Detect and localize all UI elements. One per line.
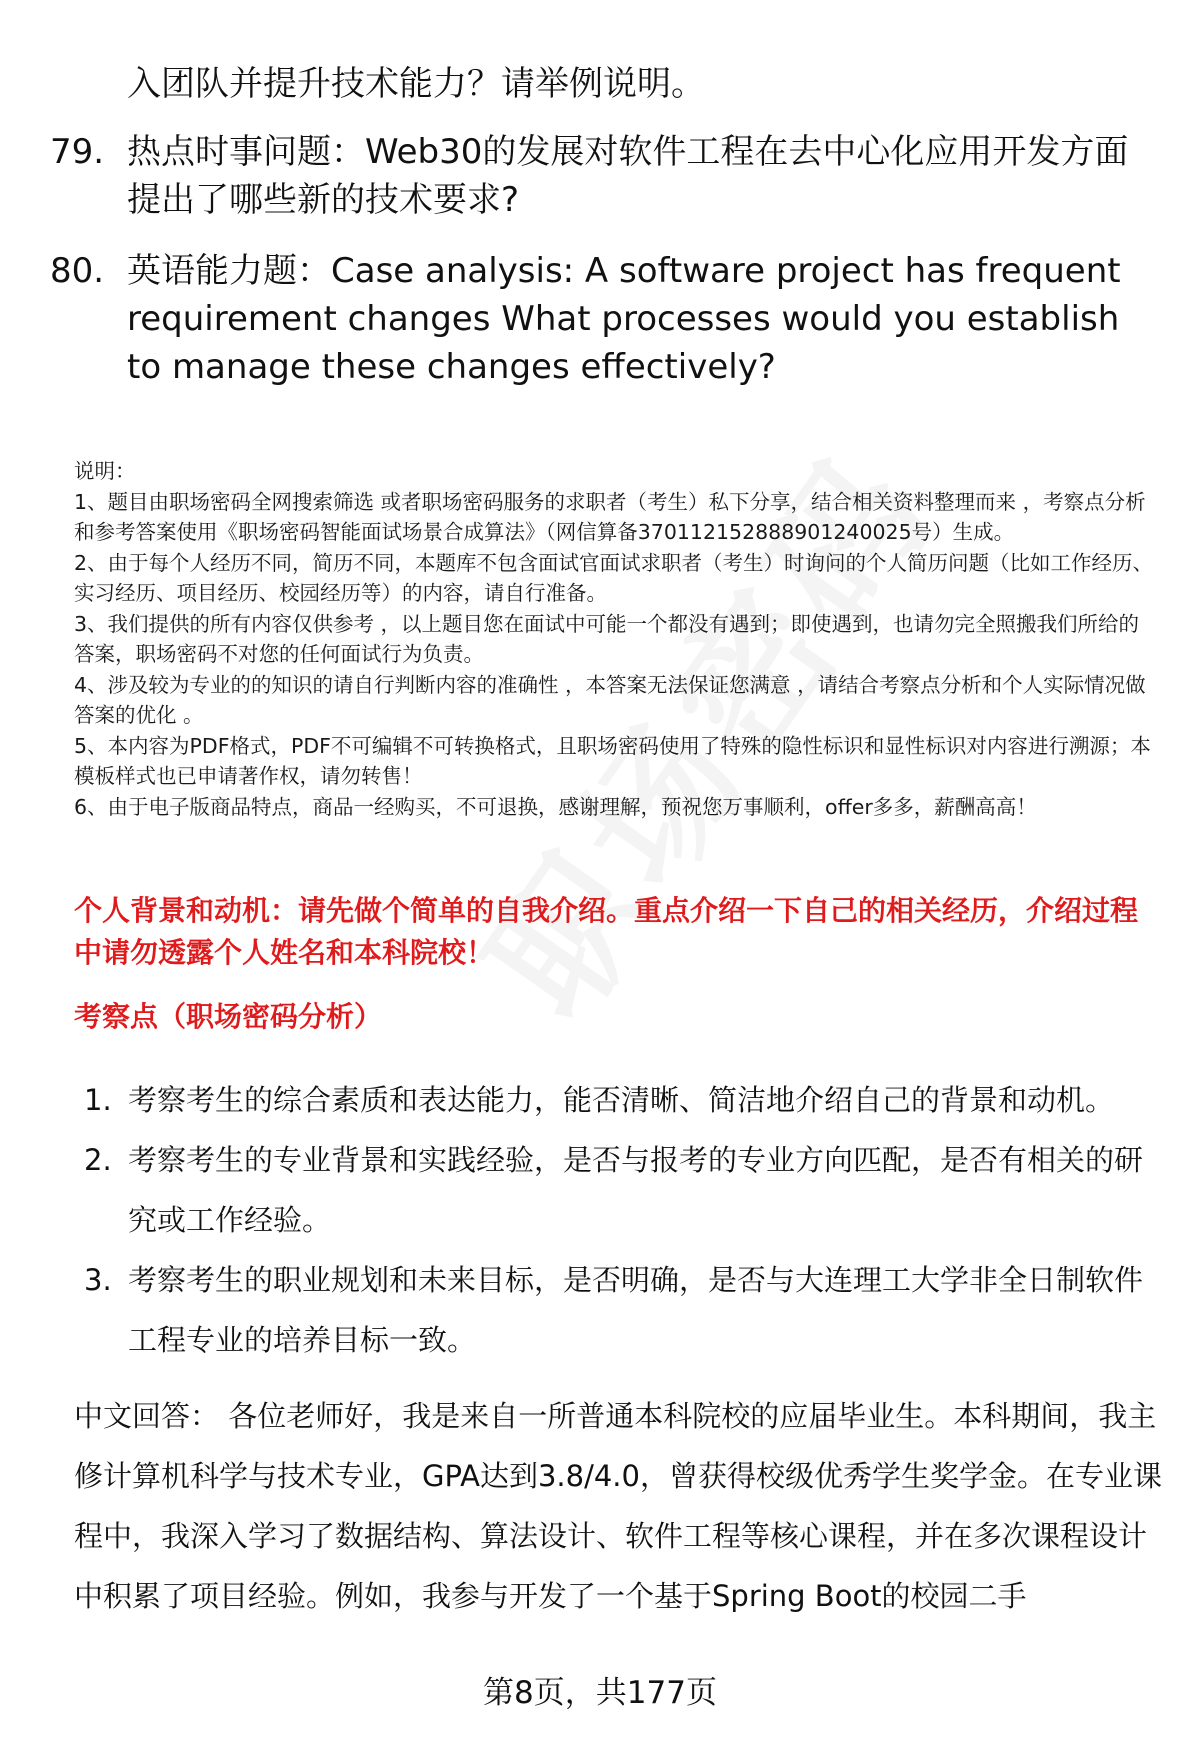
question-text: 英语能力题：Case analysis: A software project has frequent requirement changes What processes would you establish to manage these changes effectively? <box>127 251 1121 387</box>
note-item: 5、本内容为PDF格式，PDF不可编辑不可转换格式，且职场密码使用了特殊的隐性标识和显性标识对内容进行溯源；本模板样式也已申请著作权，请勿转售！ <box>74 733 1151 788</box>
point-number: 1. <box>84 1083 112 1117</box>
point-text: 考察考生的专业背景和实践经验，是否与报考的专业方向匹配，是否有相关的研究或工作经验。 <box>128 1143 1144 1237</box>
question-continuation: 入团队并提升技术能力？请举例说明。 <box>127 64 705 104</box>
question-text: 热点时事问题：Web30的发展对软件工程在去中心化应用开发方面提出了哪些新的技术要求? <box>127 132 1129 220</box>
note-item: 6、由于电子版商品特点，商品一经购买，不可退换，感谢理解，预祝您万事顺利，offer多多，薪酬高高！ <box>74 794 1037 819</box>
question-80 <box>50 247 1150 391</box>
points-list <box>84 1070 1164 1370</box>
points-title: 考察点（职场密码分析） <box>74 1000 383 1033</box>
list-item <box>84 1070 1164 1130</box>
answer-text: 中文回答： 各位老师好，我是来自一所普通本科院校的应届毕业生。本科期间，我主修计算机科学与技术专业，GPA达到3.8/4.0，曾获得校级优秀学生奖学金。在专业课程中，我深入学习了数据结构、算法设计、软件工程等核心课程，并在多次课程设计中积累了项目经验。例如，我参与开发了一个基于Spring Boot的校园二手 <box>74 1399 1162 1613</box>
note-item: 1、题目由职场密码全网搜索筛选 或者职场密码服务的求职者（考生）私下分享，结合相关资料整理而来 ，考察点分析和参考答案使用《职场密码智能面试场景合成算法》（网信算备370112152888901240025号）生成。 <box>74 489 1146 544</box>
point-text: 考察考生的职业规划和未来目标，是否明确，是否与大连理工大学非全日制软件工程专业的培养目标一致。 <box>128 1263 1144 1357</box>
question-number: 80. <box>50 251 105 291</box>
section-question: 个人背景和动机：请先做个简单的自我介绍。重点介绍一下自己的相关经历，介绍过程中请勿透露个人姓名和本科院校！ <box>74 894 1139 969</box>
question-79 <box>50 128 1150 224</box>
list-item <box>84 1250 1164 1370</box>
point-number: 2. <box>84 1143 112 1177</box>
question-number: 79. <box>50 132 105 172</box>
note-item: 2、由于每个人经历不同，简历不同，本题库不包含面试官面试求职者（考生）时询问的个人简历问题（比如工作经历、实习经历、项目经历、校园经历等）的内容，请自行准备。 <box>74 550 1154 605</box>
note-item: 3、我们提供的所有内容仅供参考 ，以上题目您在面试中可能一个都没有遇到；即使遇到，也请勿完全照搬我们所给的答案，职场密码不对您的任何面试行为负责。 <box>74 611 1140 666</box>
notes-block <box>74 456 1159 822</box>
note-item: 4、涉及较为专业的的知识的请自行判断内容的准确性 ，本答案无法保证您满意 ，请结合考察点分析和个人实际情况做答案的优化 。 <box>74 672 1146 727</box>
point-text: 考察考生的综合素质和表达能力，能否清晰、简洁地介绍自己的背景和动机。 <box>128 1083 1115 1117</box>
notes-heading: 说明： <box>74 459 136 483</box>
list-item <box>84 1130 1164 1250</box>
page-footer: 第8页，共177页 <box>483 1675 717 1711</box>
point-number: 3. <box>84 1263 112 1297</box>
